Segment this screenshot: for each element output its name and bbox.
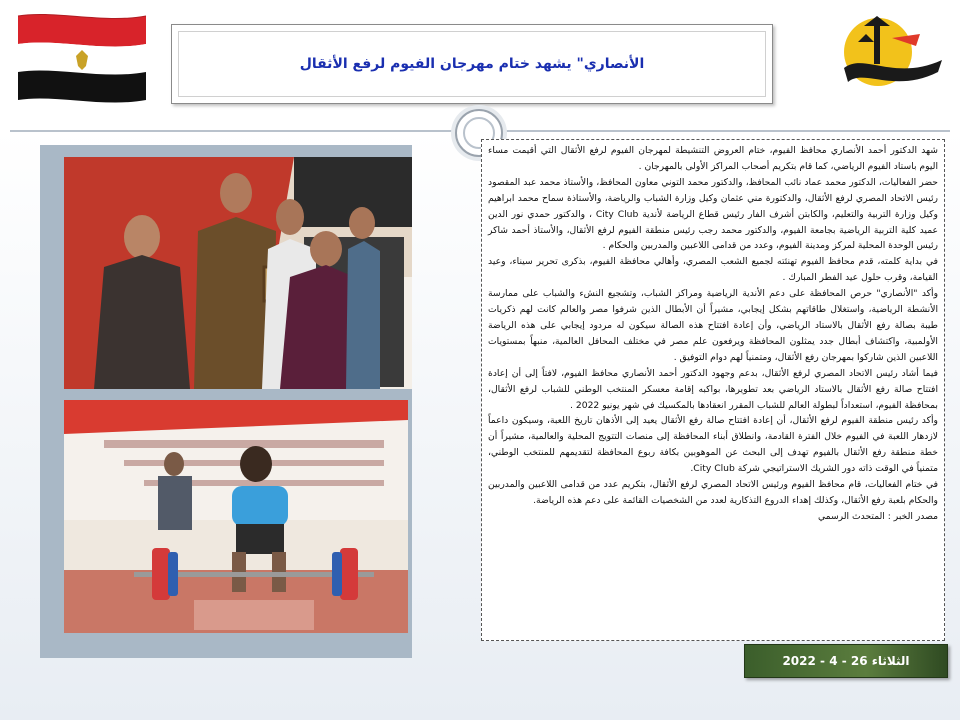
article-paragraph: في ختام الفعاليات، قام محافظ الفيوم ورئيس الاتحاد المصري لرفع الأثقال، بتكريم عدد من قدامى اللاعبين والمدربين والحكام بلعبة رفع الأثقال، وكذلك إهداء الدروع التذكارية لعدد من الشخصيات القائمة على دعم هذه الرياضة. (488, 479, 938, 506)
article-paragraph: فيما أشاد رئيس الاتحاد المصري لرفع الأثقال، بدعم وجهود الدكتور أحمد الأنصاري محافظ الفيوم، لافتاً إلى أن إعادة افتتاح صالة رفع الأثقال بالاستاد الرياضي بعد تطويرها، بواكبه إقامة معسكر المنتخب الوطني للشباب لرفع الأثقال، بمحافظة الفيوم، استعداداً لبطولة العالم للشباب المقرر انعقادها بالمكسيك في شهر يونيو 2022 . (488, 367, 938, 411)
article-source: مصدر الخبر : المتحدث الرسمي (818, 510, 938, 522)
article-paragraph: في بداية كلمته، قدم محافظ الفيوم تهنئته لجميع الشعب المصري، وأهالي محافظة الفيوم، بذكرى تحرير سيناء، وعيد القيامة، وقرب حلول عيد الفطر المبارك . (488, 256, 938, 284)
weightlifter-photo (64, 400, 408, 633)
title-box (171, 24, 773, 104)
article-body (481, 139, 945, 641)
article-paragraph: وأكد رئيس منطقة الفيوم لرفع الأثقال، أن إعادة افتتاح صالة رفع الأثقال يعيد إلى الأذهان تاريخ اللعبة، وسيكون داعماً لازدهار اللعبة في الفيوم خلال الفترة القادمة، وانطلاق أبناء المحافظة إلى منصات التتويج المحلية والعالمية، مشيراً أن خطة منطقة رفع الأثقال بالفيوم تهدف إلى البحث عن الموهوبين بكافة ربوع المحافظة لتقديمهم للمنتخب الوطني، متمنياً في الوقت ذاته دور الشريك الاستراتيجي شركة City Club. (488, 415, 938, 475)
article-paragraph: شهد الدكتور أحمد الأنصاري محافظ الفيوم، ختام العروض التنشيطة لمهرجان الفيوم لرفع الأثقال التي أقيمت مساء اليوم باستاد الفيوم الرياضي، كما قام بتكريم أصحاب المراكز الأولى بالمهرجان . (488, 145, 938, 172)
title-frame (178, 31, 766, 97)
date-bar (744, 644, 948, 678)
article-date: الثلاثاء 26 - 4 - 2022 (782, 654, 910, 668)
award-ceremony-photo (64, 157, 412, 389)
article-title: الأنصاري" يشهد ختام مهرجان الفيوم لرفع الأثقال (299, 56, 645, 72)
egypt-flag-image (14, 10, 150, 104)
fayoum-governorate-logo (834, 12, 946, 104)
article-paragraph: وأكد "الأنصاري" حرص المحافظة على دعم الأندية الرياضية ومراكز الشباب، وتشجيع النشء والشباب على ممارسة الأنشطة الرياضية، واستغلال طاقاتهم بشكل إيجابي، مشيراً أن الأبطال الذين شرفوا مصر والعالم كانت لهم ذكريات طيبة بصالة رفع الأثقال بالاستاد الرياضي، وأن إعادة افتتاح هذه الصالة سيكون له مردود إيجابي على هذه الرياضة الأولمبية، واكتشاف أبطال جدد يمثلون المحافظة ويرفعون علم مصر في مختلف المحافل العالمية، منبهاً بمستويات اللاعبين الذين شاركوا بمهرجان رفع الأثقال، ومتمنياً لهم دوام التوفيق . (488, 288, 938, 363)
article-paragraph: حضر الفعاليات، الدكتور محمد عماد نائب المحافظ، والدكتور محمد التوني معاون المحافظ، والأستاذ محمد عبد المقصود رئيس الاتحاد المصري لرفع الأثقال، والدكتورة مني عثمان وكيل وزارة الشباب والرياضة، والأستاذة سماح محمد ابراهيم وكيل وزارة التربية والتعليم، والكابتن أشرف الفار رئيس قطاع الرياضة لأندية City Club ، والدكتور حمدي نور الدين عميد كلية التربية الرياضية بجامعة الفيوم، والدكتور محمد رجب رئيس منطقة الفيوم لرفع الأثقال، والأستاذ أحمد شاكر رئيس الوحدة المحلية لمركز ومدينة الفيوم، وعدد من قدامى اللاعبين والمدربين والحكام . (488, 176, 938, 252)
